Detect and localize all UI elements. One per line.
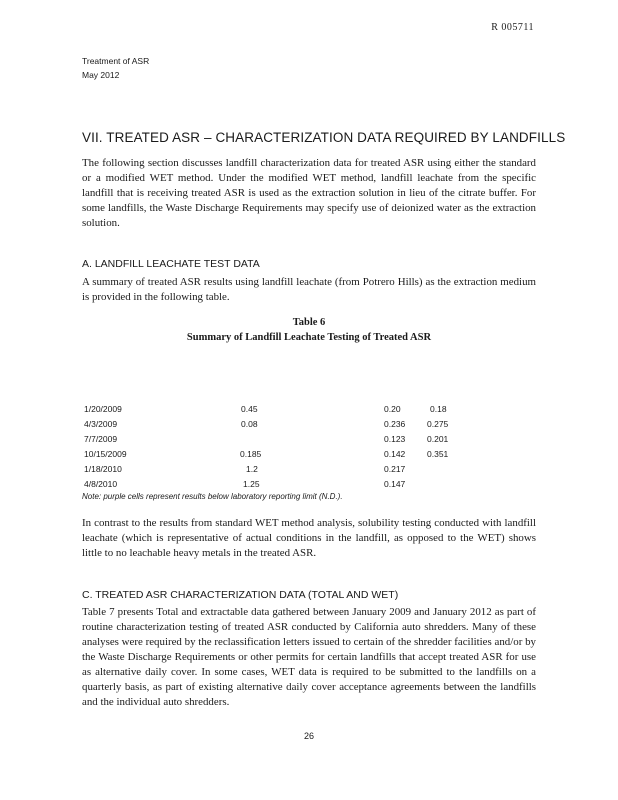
- table-cell: 0.20: [384, 404, 401, 414]
- subsection-a-heading: A. LANDFILL LEACHATE TEST DATA: [82, 258, 260, 270]
- table-caption-title: Summary of Landfill Leachate Testing of Treated ASR: [186, 332, 432, 343]
- header-doc-title: Treatment of ASR: [82, 56, 150, 66]
- table-cell-date: 4/8/2010: [84, 479, 118, 489]
- table-cell: 0.147: [384, 479, 406, 489]
- table-cell: 0.201: [427, 434, 449, 444]
- table-cell: 0.123: [384, 434, 406, 444]
- table-cell: 0.18: [430, 404, 447, 414]
- table-cell: 0.236: [384, 419, 406, 429]
- table-cell: 0.217: [384, 464, 406, 474]
- table-cell: 0.08: [241, 419, 258, 429]
- subsection-a-text: A summary of treated ASR results using landfill leachate (from Potrero Hills) as the extraction medium is provided in the following table.: [82, 276, 536, 303]
- subsection-c-text: Table 7 presents Total and extractable data gathered between January 2009 and January 2012 as part of routine characterization testing of treated ASR conducted by California auto shredders. Many of these analyses were required by the reclassification letters issued to certain of the shredder facilities and/or by the Waste Discharge Requirements or other permits for certain landfills that accept treated ASR for use as alternative daily cover. In some cases, WET data is required to be submitted to the landfills on a quarterly basis, as part of existing alternative daily cover acceptance agreements between the landfills and the individual auto shredders.: [82, 606, 536, 708]
- table-cell: 0.185: [240, 449, 262, 459]
- post-table-paragraph: In contrast to the results from standard WET method analysis, solubility testing conducted with landfill leachate (which is representative of actual conditions in the landfill, as opposed to the WET) shows little to no leachable heavy metals in the treated ASR.: [82, 517, 536, 559]
- table-cell-date: 1/20/2009: [84, 404, 122, 414]
- intro-paragraph: The following section discusses landfill characterization data for treated ASR using either the standard or a modified WET method. Under the modified WET method, landfill leachate from the specific landfill that is receiving treated ASR is used as the extraction solution in lieu of the citrate buffer. For some landfills, the Waste Discharge Requirements may specify use of deionized water as the extraction solution.: [82, 157, 536, 229]
- table-cell: 0.275: [427, 419, 449, 429]
- table-cell: 1.25: [243, 479, 260, 489]
- table-cell: 1.2: [246, 464, 258, 474]
- section-title: VII. TREATED ASR – CHARACTERIZATION DATA REQUIRED BY LANDFILLS: [82, 130, 566, 145]
- page-number: 26: [303, 731, 314, 741]
- table-caption-number: Table 6: [292, 317, 326, 328]
- table-cell-date: 7/7/2009: [84, 434, 118, 444]
- table-cell: 0.351: [427, 449, 449, 459]
- subsection-c-heading: C. TREATED ASR CHARACTERIZATION DATA (TOTAL AND WET): [82, 589, 399, 601]
- header-date: May 2012: [82, 70, 120, 80]
- table-cell: 0.142: [384, 449, 406, 459]
- table-cell-date: 10/15/2009: [84, 449, 127, 459]
- table-cell-date: 1/18/2010: [84, 464, 122, 474]
- table-cell: 0.45: [241, 404, 258, 414]
- table-cell-date: 4/3/2009: [84, 419, 118, 429]
- table-note: Note: purple cells represent results below laboratory reporting limit (N.D.).: [82, 492, 343, 501]
- bates-stamp: R 005711: [491, 22, 534, 33]
